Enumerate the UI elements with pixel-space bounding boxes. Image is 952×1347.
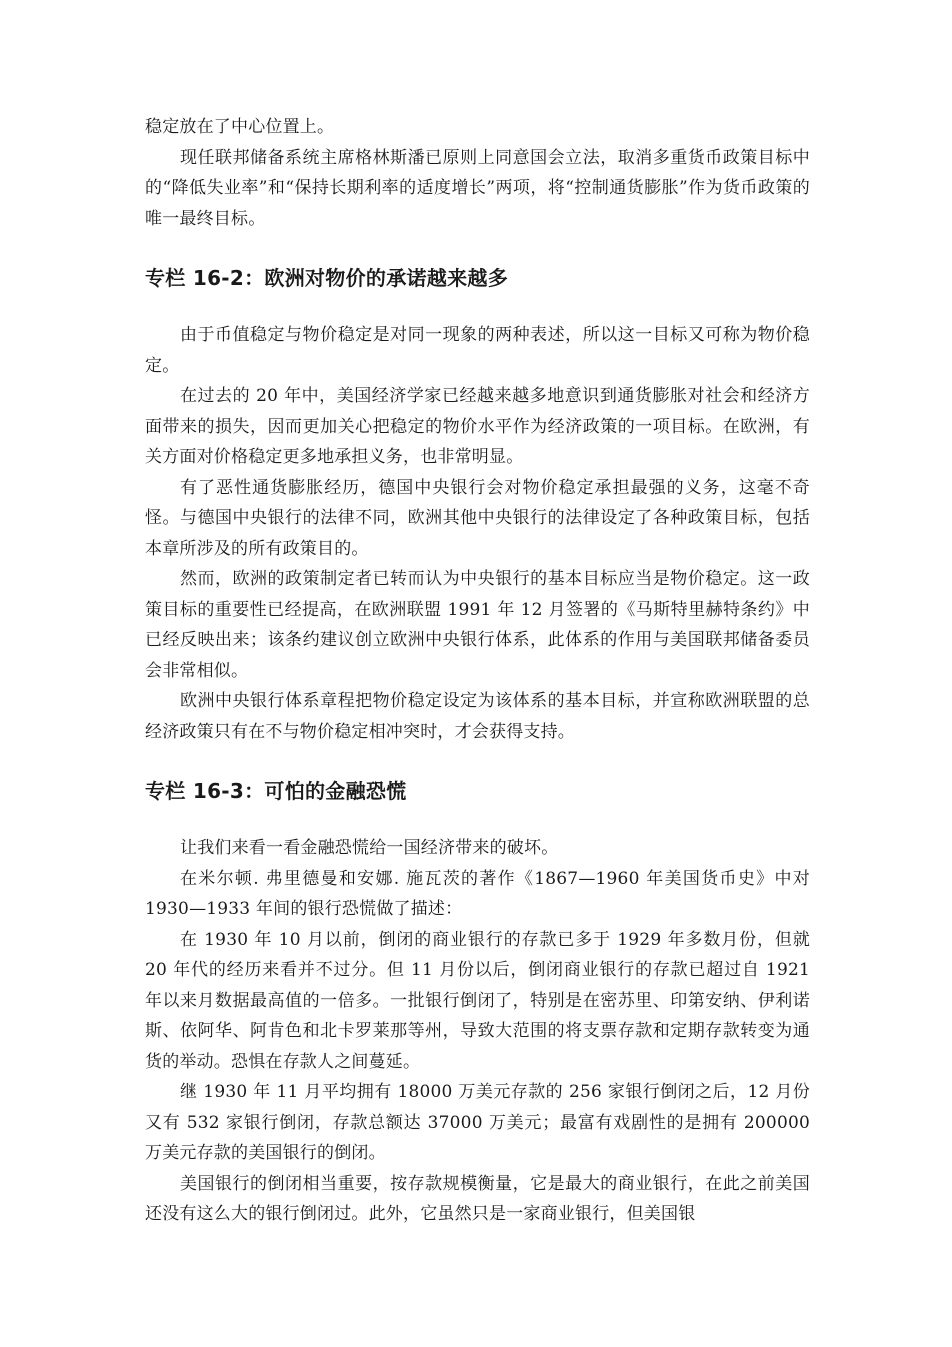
paragraph: 由于币值稳定与物价稳定是对同一现象的两种表述，所以这一目标又可称为物价稳定。 — [145, 325, 810, 376]
paragraph: 欧洲中央银行体系章程把物价稳定设定为该体系的基本目标，并宣称欧洲联盟的总经济政策只有在不与物价稳定相冲突时，才会获得支持。 — [145, 691, 810, 742]
paragraph: 美国银行的倒闭相当重要，按存款规模衡量，它是最大的商业银行，在此之前美国还没有这么大的银行倒闭过。此外，它虽然只是一家商业银行，但美国银 — [145, 1173, 810, 1224]
paragraph: 让我们来看一看金融恐慌给一国经济带来的破坏。 — [180, 838, 559, 858]
paragraph: 然而，欧洲的政策制定者已转而认为中央银行的基本目标应当是物价稳定。这一政策目标的重要性已经提高，在欧洲联盟 1991 年 12 月签署的《马斯特里赫特条约》中已经反映出来；该条约建议创立欧洲中央银行体系，此体系的作用与美国联邦储备委员会非常相似。 — [145, 569, 810, 681]
paragraph: 继 1930 年 11 月平均拥有 18000 万美元存款的 256 家银行倒闭之后，12 月份又有 532 家银行倒闭，存款总额达 37000 万美元；最富有戏剧性的是拥有 200000 万美元存款的美国银行的倒闭。 — [145, 1082, 810, 1163]
section-heading: 专栏 16-2：欧洲对物价的承诺越来越多 — [145, 266, 509, 290]
paragraph: 稳定放在了中心位置上。 — [145, 117, 335, 137]
paragraph: 在过去的 20 年中，美国经济学家已经越来越多地意识到通货膨胀对社会和经济方面带来的损失，因而更加关心把稳定的物价水平作为经济政策的一项目标。在欧洲，有关方面对价格稳定更多地承担义务，也非常明显。 — [145, 386, 810, 467]
paragraph: 在 1930 年 10 月以前，倒闭的商业银行的存款已多于 1929 年多数月份，但就 20 年代的经历来看并不过分。但 11 月份以后，倒闭商业银行的存款已超过自 1921 年以来月数据最高值的一倍多。一批银行倒闭了，特别是在密苏里、印第安纳、伊利诺斯、依阿华、阿肯色和北卡罗莱那等州，导致大范围的将支票存款和定期存款转变为通货的举动。恐惧在存款人之间蔓延。 — [145, 929, 810, 1072]
section-heading: 专栏 16-3：可怕的金融恐慌 — [145, 779, 407, 803]
paragraph: 在米尔顿. 弗里德曼和安娜. 施瓦茨的著作《1867—1960 年美国货币史》中对 1930—1933 年间的银行恐慌做了描述： — [145, 868, 810, 919]
paragraph: 有了恶性通货膨胀经历，德国中央银行会对物价稳定承担最强的义务，这毫不奇怪。与德国中央银行的法律不同，欧洲其他中央银行的法律设定了各种政策目标，包括本章所涉及的所有政策目的。 — [145, 477, 810, 559]
paragraph: 现任联邦储备系统主席格林斯潘已原则上同意国会立法，取消多重货币政策目标中的“降低失业率”和“保持长期利率的适度增长”两项，将“控制通货膨胀”作为货币政策的唯一最终目标。 — [145, 147, 810, 229]
